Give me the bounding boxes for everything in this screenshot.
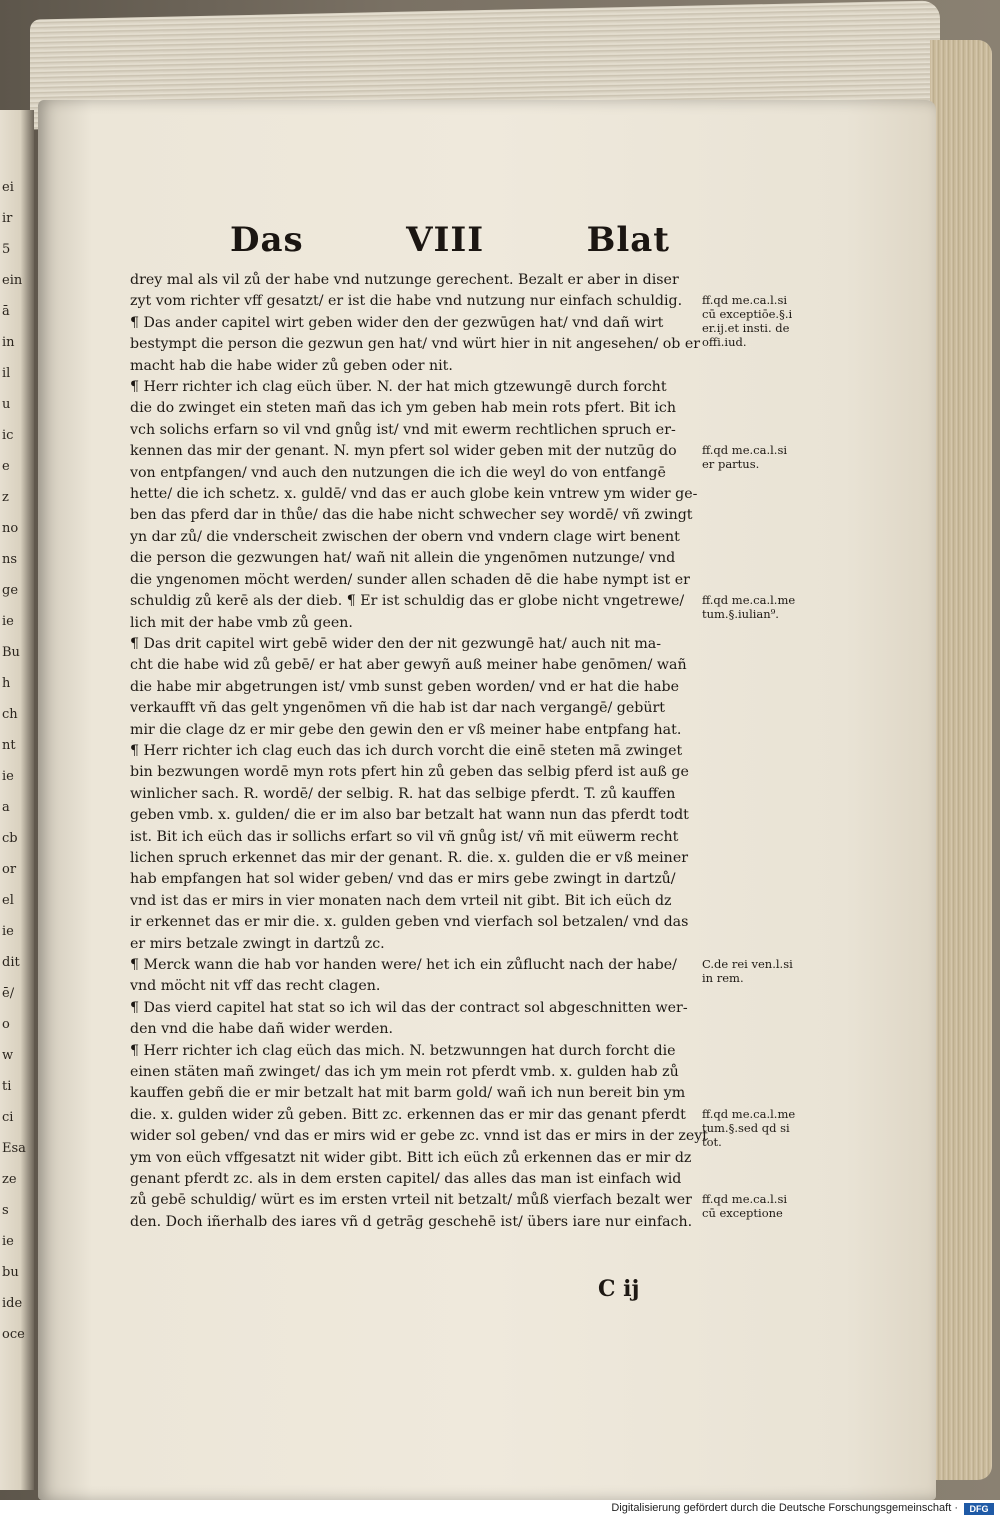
book-page [38,100,936,1500]
gloss-line: er.ij.et insti. de [702,321,790,336]
previous-page-fragment: ge [2,583,19,598]
previous-page-fragment: h [2,676,11,691]
text-line: schuldig zů kerē als der dieb. ¶ Er ist schuldig das er globe nicht vngetrewe/ [130,593,685,610]
text-line: yn dar zů/ die vnderscheit zwischen der obern vnd vndern clage wirt benent [130,528,680,545]
marginal-gloss [702,443,822,471]
text-line: von entpfangen/ vnd auch den nutzungen die ich die weyl do von entfangē [130,464,666,481]
gloss-line: in rem. [702,970,744,985]
text-line: zů gebē schuldig/ würt es im ersten vrteil nit betzalt/ můß vierfach bezalt wer [130,1192,692,1209]
previous-page-fragment: o [2,1017,10,1032]
text-line: vnd möcht nit vff das recht clagen. [130,978,381,995]
text-line: vnd ist das er mirs in vier monaten nach dem vrteil nit gibt. Bit ich eüch dz [130,892,672,909]
previous-page-fragment: ir [2,211,13,226]
previous-page-fragment: a [2,800,10,815]
gloss-line: offi.iud. [702,335,747,350]
text-line: den. Doch iñerhalb des iares vñ d getrāg geschehē ist/ übers iare nur einfach. [130,1213,693,1230]
previous-page-fragment: il [2,366,11,381]
text-line: mir die clage dz er mir gebe den gewin den er vß meiner habe entpfang hat. [130,721,682,738]
text-line: kauffen gebñ die er mir betzalt hat mit barm gold/ wañ ich nun bereit bin ym [130,1085,686,1102]
text-line: ¶ Das ander capitel wirt geben wider den der gezwūgen hat/ vnd dañ wirt [130,314,664,331]
text-line: macht hab die habe wider zů geben oder nit. [130,357,453,374]
text-line: wider sol geben/ vnd das er mirs wid er gebe zc. vnnd ist das er mirs in der zeyt [130,1128,708,1145]
credit-text: Digitalisierung gefördert durch die Deutsche Forschungsgemeinschaft · [611,1502,958,1514]
gloss-line: cū exceptiōe.§.i [702,307,793,322]
text-line: die do zwinget ein steten mañ das ich ym geben hab mein rots pfert. Bit ich [130,400,677,417]
text-line: die. x. gulden wider zů geben. Bitt zc. erkennen das er mir das genant pferdt [130,1106,686,1123]
text-line: bin bezwungen wordē myn rots pfert hin zů geben das selbig pferd ist auß ge [130,764,689,781]
text-line: bestympt die person die gezwun gen hat/ vnd würt hier in nit angesehen/ ob er [130,336,701,353]
previous-page-fragment: in [2,335,15,350]
previous-page-fragment: no [2,521,19,536]
credit-bar [0,1500,1000,1518]
running-head-right: Blat [586,220,670,260]
previous-page-fragment: ch [2,707,18,722]
previous-page-fragment: Bu [2,645,20,660]
text-line: zyt vom richter vff gesatzt/ er ist die habe vnd nutzung nur einfach schuldig. [130,293,683,310]
text-line: ben das pferd dar in thůe/ das die habe nicht schwecher sey wordē/ vñ zwingt [130,507,693,524]
previous-page-fragment: oce [2,1327,25,1342]
gloss-line: ff.qd me.ca.l.me [702,1106,796,1121]
previous-page-fragment: ze [2,1172,17,1187]
previous-page-fragment: nt [2,738,16,753]
text-line: ¶ Herr richter ich clag euch das ich durch vorcht die einē steten mā zwinget [130,742,683,759]
previous-page-fragment: ā [2,304,10,319]
text-line: den vnd die habe dañ wider werden. [130,1021,394,1038]
text-line: ¶ Herr richter ich clag eüch über. N. der hat mich gtzewungē durch forcht [130,379,667,396]
gloss-line: tum.§.iulian⁹. [702,607,779,621]
text-line: cht die habe wid zů gebē/ er hat aber gewyñ auß meiner habe genōmen/ wañ [130,657,687,674]
text-line: lich mit der habe vmb zů geen. [130,614,353,631]
text-line: ist. Bit ich eüch das ir sollichs erfart so vil vñ gnůg ist/ vñ mit eüwerm recht [130,828,679,845]
previous-page-fragment: ti [2,1079,12,1094]
previous-page-fragment: Esa [2,1141,26,1156]
gloss-line: ff.qd me.ca.l.si [702,293,788,308]
previous-page-fragment: 5 [2,242,11,257]
text-line: hette/ die ich schetz. x. guldē/ vnd das er auch globe kein vntrew ym wider ge- [130,486,698,503]
text-line: die yngenomen möcht werden/ sunder allen schaden dē die habe nympt ist er [130,571,690,588]
previous-page-fragment: ie [2,614,14,629]
marginal-gloss [702,593,822,621]
previous-page-fragment: bu [2,1265,19,1280]
previous-page-fragment: z [2,490,9,505]
body-text [130,270,712,1233]
folio-signature: C ij [598,1276,640,1302]
previous-page-fragment: dit [2,955,20,970]
text-line: geben vmb. x. gulden/ die er im also bar betzalt hat wann nun das pferdt todt [130,807,689,824]
previous-page-fragment: ie [2,924,14,939]
running-head [230,220,670,260]
text-line: ¶ Das vierd capitel hat stat so ich wil das der contract sol abgeschnitten wer- [130,999,688,1016]
gloss-line: tot. [702,1134,722,1149]
text-line: ¶ Herr richter ich clag eüch das mich. N. betzwunngen hat durch forcht die [130,1042,676,1059]
text-line: ¶ Das drit capitel wirt gebē wider den der nit gezwungē hat/ auch nit ma- [130,635,662,652]
previous-page-fragment: ein [2,273,23,288]
text-line: er mirs betzale zwingt in dartzů zc. [130,935,385,952]
text-line: genant pferdt zc. als in dem ersten capitel/ das alles das man ist einfach wid [130,1171,682,1188]
marginal-gloss [702,1107,822,1149]
fore-edge [930,40,992,1480]
gloss-line: cū exceptione [702,1206,783,1221]
gloss-line: er partus. [702,457,760,472]
previous-page-fragment: ē/ [2,986,15,1001]
previous-page-fragment: ci [2,1110,14,1125]
text-line: die habe mir abgetrungen ist/ vmb sunst geben worden/ vnd er hat die habe [130,678,680,695]
previous-page-fragment: ide [2,1296,23,1311]
text-line: drey mal als vil zů der habe vnd nutzunge gerechent. Bezalt er aber in diser [130,272,679,288]
previous-page-fragment: s [2,1203,9,1218]
running-head-left: Das [230,220,304,260]
gloss-line: tum.§.sed qd si [702,1120,790,1135]
previous-page-fragment: ic [2,428,14,443]
previous-page-fragment: ie [2,1234,14,1249]
text-line: die person die gezwungen hat/ wañ nit allein die yngenōmen nutzunge/ vnd [130,550,676,567]
text-line: hab empfangen hat sol wider geben/ vnd das er mirs gebe zwingt in dartzů/ [130,871,676,888]
marginal-gloss [702,957,822,985]
text-line: ym von eüch vffgesatzt nit wider gibt. Bitt ich eüch zů erkennen das er mir dz [130,1149,692,1166]
previous-page-fragment: or [2,862,17,877]
text-line: verkaufft vñ das gelt yngenōmen vñ die hab ist dar nach vergangē/ gebürt [130,700,665,717]
text-line: ¶ Merck wann die hab vor handen were/ het ich ein zůflucht nach der habe/ [130,957,677,973]
previous-page-fragment: cb [2,831,18,846]
previous-page-fragment: w [2,1048,14,1063]
text-line: einen stäten mañ zwinget/ das ich ym mein rot pferdt vmb. x. gulden hab zů [130,1064,679,1081]
gloss-line: C.de rei ven.l.si [702,956,793,971]
text-line: kennen das mir der genant. N. myn pfert sol wider geben mit der nutzūg do [130,443,677,460]
text-line: ir erkennet das er mir die. x. gulden geben vnd vierfach sol betzalen/ vnd das [130,914,689,931]
previous-page-fragment: ns [2,552,18,567]
gloss-line: ff.qd me.ca.l.si [702,1192,788,1207]
dfg-logo: DFG [964,1503,994,1515]
marginal-gloss [702,293,822,349]
text-line: vch solichs erfarn so vil vnd gnůg ist/ vnd mit ewerm rechtlichen spruch er- [130,421,676,438]
gloss-line: ff.qd me.ca.l.me [702,593,796,607]
marginal-gloss [702,1192,822,1220]
text-line: lichen spruch erkennet das mir der genant. R. die. x. gulden die er vß meiner [130,849,689,866]
previous-page-fragment: el [2,893,14,908]
previous-page-fragment: ei [2,180,14,195]
running-head-center: VIII [406,220,485,260]
previous-page-fragment: e [2,459,10,474]
previous-page-fragment: ie [2,769,14,784]
text-line: winlicher sach. R. wordē/ der selbig. R. hat das selbige pferdt. T. zů kauffen [130,785,676,802]
gloss-line: ff.qd me.ca.l.si [702,443,788,458]
previous-page-fragment: u [2,397,11,412]
